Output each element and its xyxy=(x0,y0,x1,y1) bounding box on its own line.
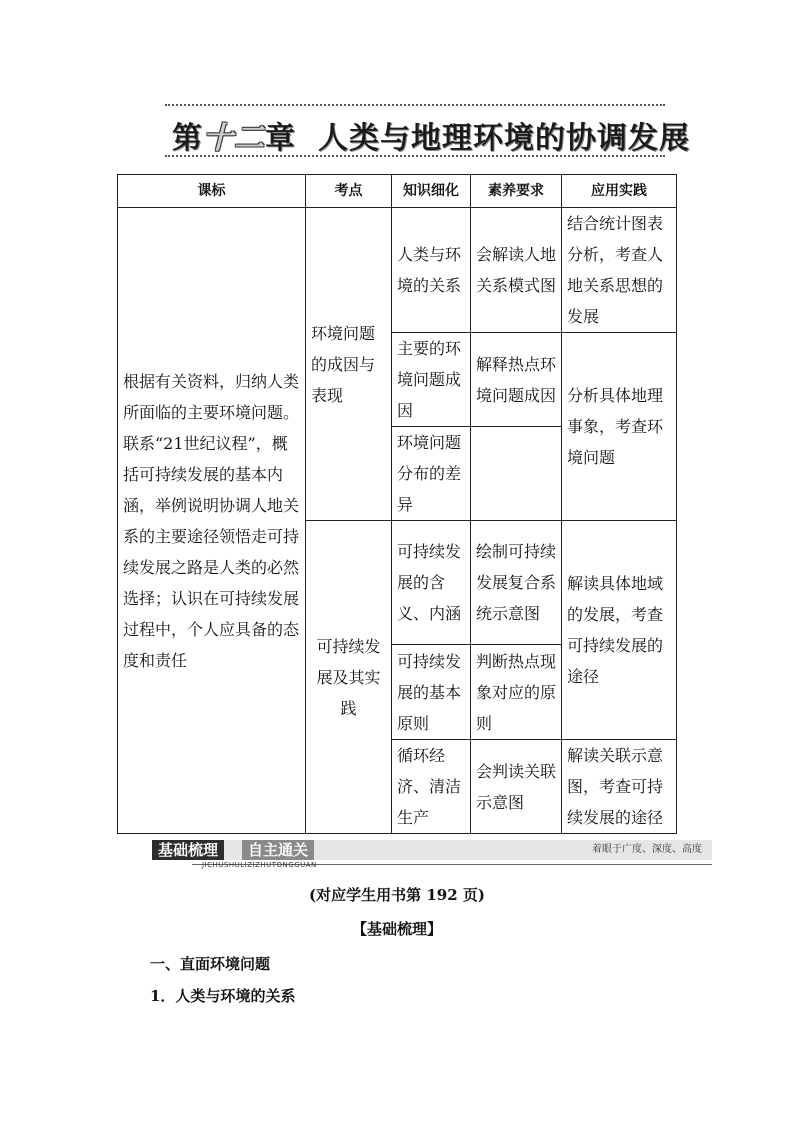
banner-pinyin: JICHUSHULIZIZHUTONGGUAN xyxy=(202,861,317,869)
bottom-dotted-rule xyxy=(165,155,665,157)
header-cell: 应用实践 xyxy=(562,175,677,208)
knowledge-cell: 可持续发展的基本原则 xyxy=(392,645,471,740)
page-reference: (对应学生用书第 192 页) xyxy=(309,886,485,904)
table-row xyxy=(118,208,677,333)
header-cell: 课标 xyxy=(118,175,306,208)
top-dotted-rule xyxy=(165,104,665,106)
banner-slogan: 着眼于广度、深度、高度 xyxy=(592,844,702,855)
header-cell: 知识细化 xyxy=(392,175,471,208)
practice-cell: 分析具体地理事象，考查环境问题 xyxy=(562,333,677,521)
heading-level-2: 1．人类与环境的关系 xyxy=(150,987,296,1005)
chapter-overview-table xyxy=(117,174,677,834)
chapter-suffix: 章 xyxy=(265,121,296,156)
chapter-title xyxy=(172,113,690,156)
banner-label-light: 自主通关 xyxy=(242,840,314,860)
knowledge-cell: 环境问题分布的差异 xyxy=(392,427,471,521)
section-tag: 【基础梳理】 xyxy=(351,920,442,938)
curriculum-cell: 根据有关资料，归纳人类所面临的主要环境问题。联系“21世纪议程”，概括可持续发展的基本内涵，举例说明协调人地关系的主要途径领悟走可持续发展之路是人类的必然选择；认识在可持续发展过程中，个人应具备的态度和责任 xyxy=(118,208,306,834)
practice-cell: 结合统计图表分析，考查人地关系思想的发展 xyxy=(562,208,677,333)
topic-cell: 环境问题的成因与表现 xyxy=(306,208,392,521)
knowledge-cell: 人类与环境的关系 xyxy=(392,208,471,333)
table-header-row xyxy=(118,175,677,208)
literacy-cell: 会判读关联示意图 xyxy=(471,740,562,834)
practice-cell: 解读关联示意图，考查可持续发展的途径 xyxy=(562,740,677,834)
chapter-number: 十二 xyxy=(203,121,265,156)
topic-cell: 可持续发展及其实践 xyxy=(306,521,392,834)
knowledge-cell: 主要的环境问题成因 xyxy=(392,333,471,427)
literacy-cell: 绘制可持续发展复合系统示意图 xyxy=(471,521,562,645)
banner-label-dark: 基础梳理 xyxy=(152,840,224,860)
practice-cell: 解读具体地域的发展，考查可持续发展的途径 xyxy=(562,521,677,740)
chapter-prefix: 第 xyxy=(172,121,203,156)
heading-level-1: 一、直面环境问题 xyxy=(150,955,271,973)
knowledge-cell: 可持续发展的含义、内涵 xyxy=(392,521,471,645)
literacy-cell: 判断热点现象对应的原则 xyxy=(471,645,562,740)
header-cell: 素养要求 xyxy=(471,175,562,208)
literacy-cell xyxy=(471,427,562,521)
chapter-name: 人类与地理环境的协调发展 xyxy=(318,121,690,156)
section-banner xyxy=(152,840,712,870)
literacy-cell: 会解读人地关系模式图 xyxy=(471,208,562,333)
header-cell: 考点 xyxy=(306,175,392,208)
literacy-cell: 解释热点环境问题成因 xyxy=(471,333,562,427)
knowledge-cell: 循环经济、清洁生产 xyxy=(392,740,471,834)
